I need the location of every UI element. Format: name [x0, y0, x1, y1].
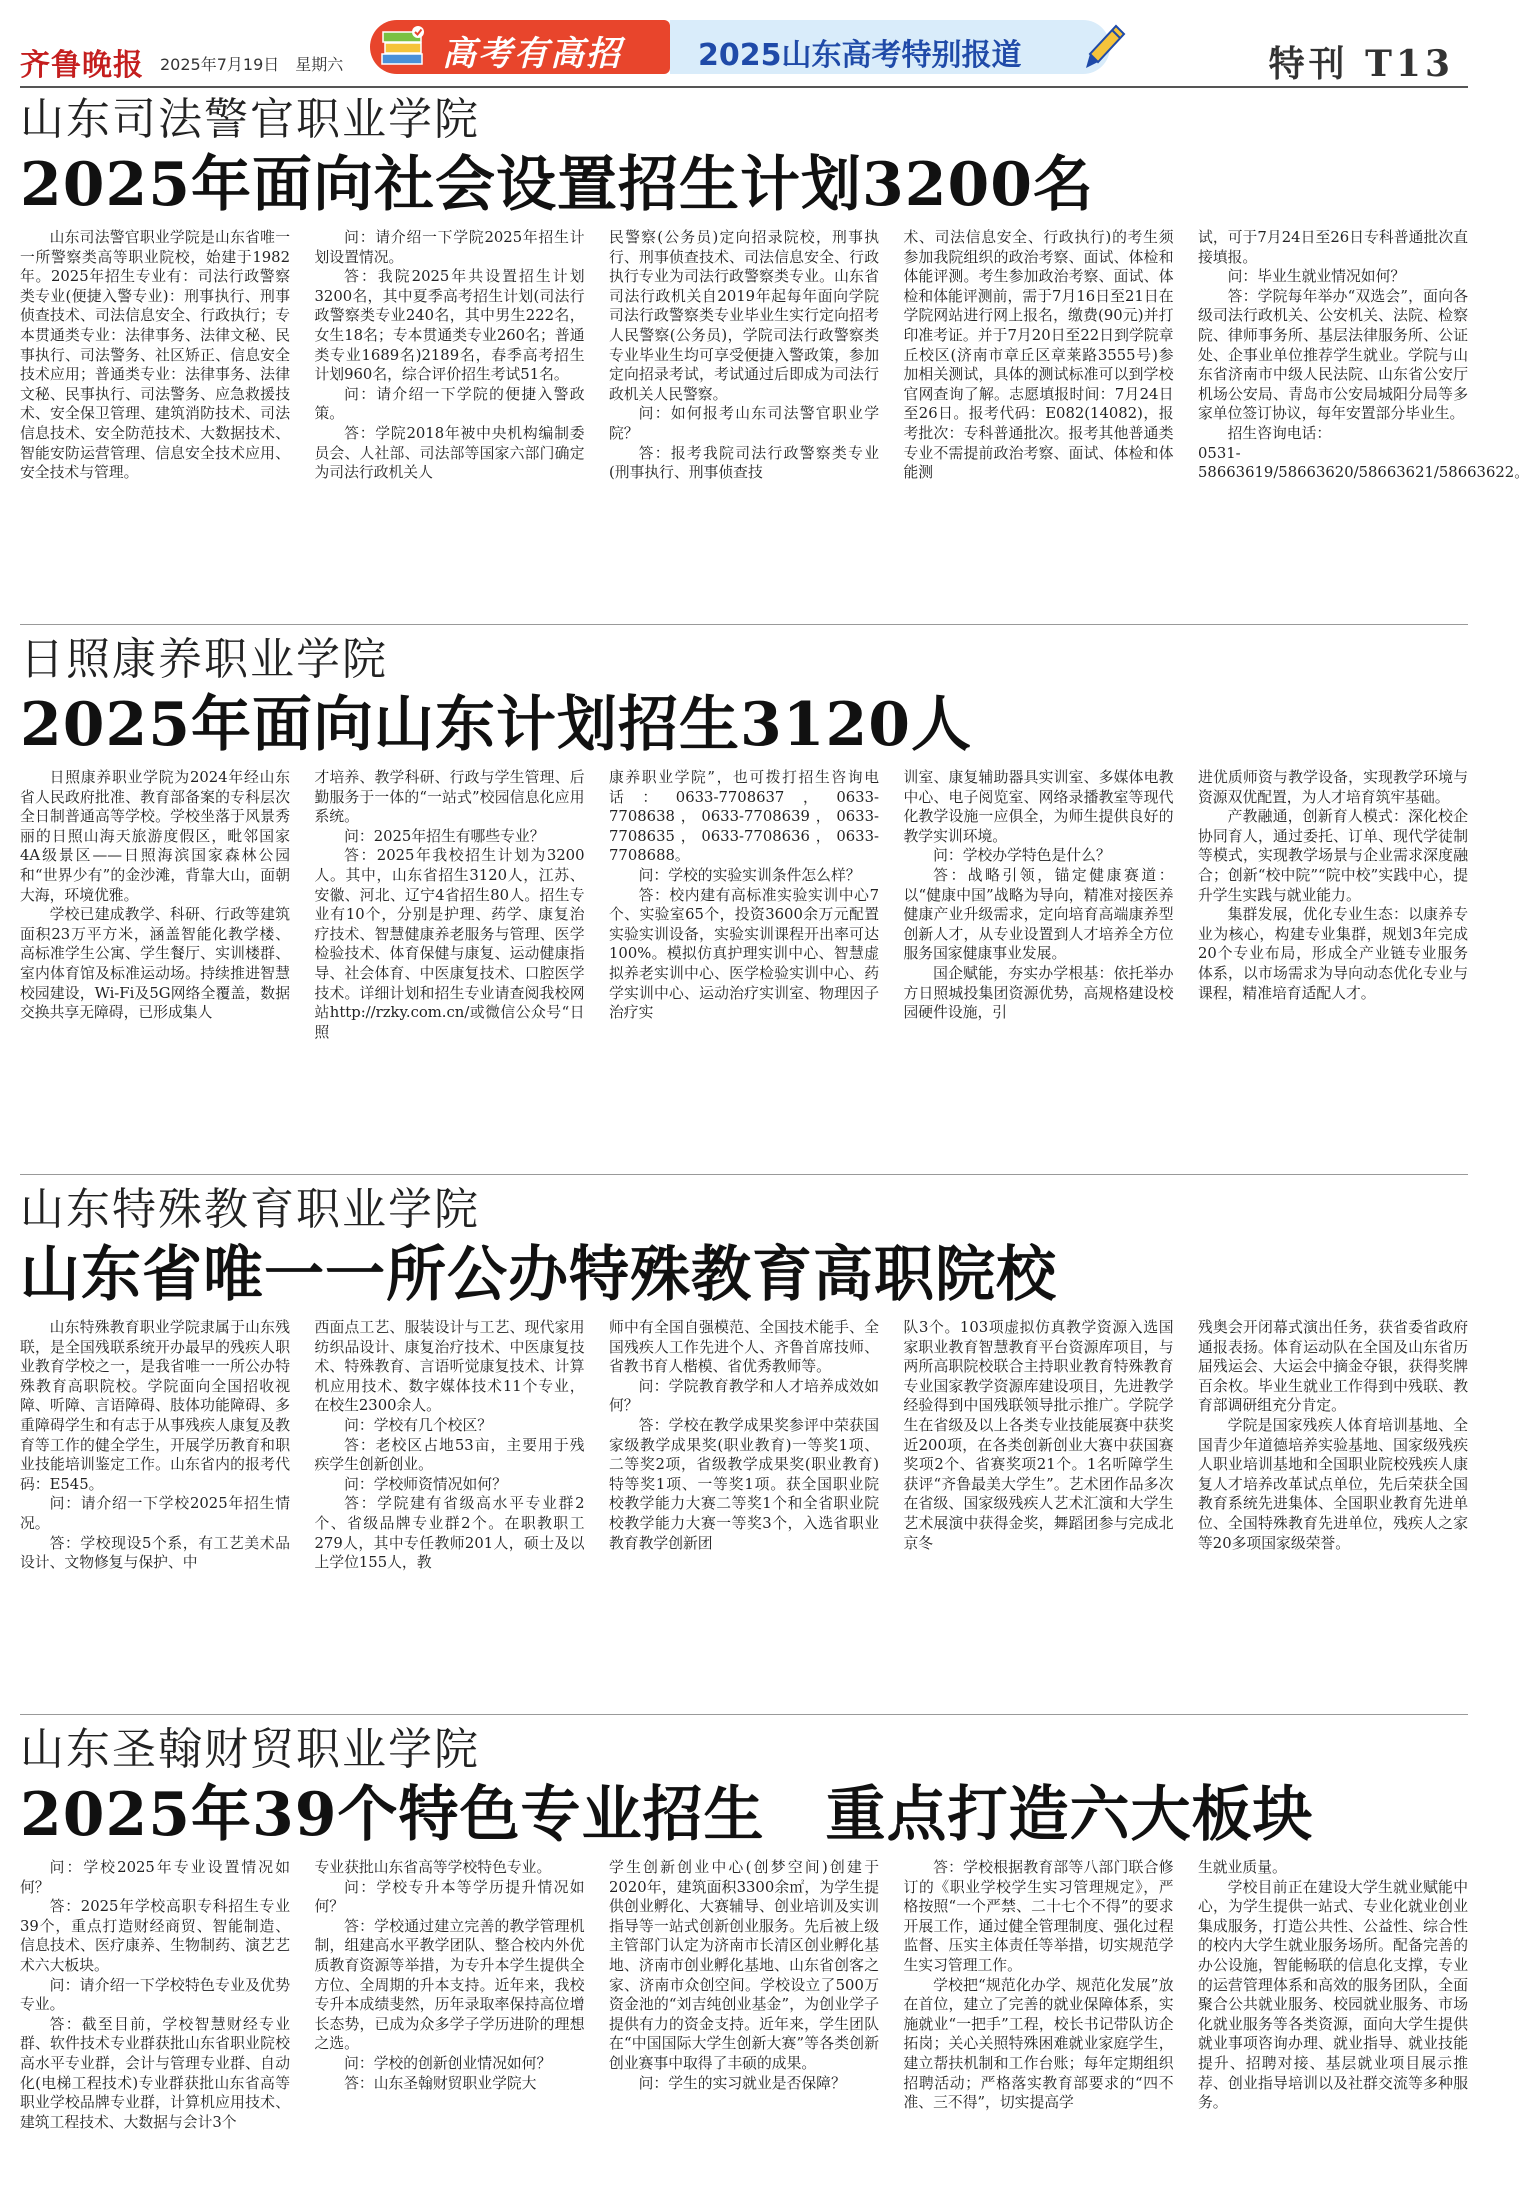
- section-divider: [20, 624, 1468, 625]
- paragraph: 山东特殊教育职业学院隶属于山东残联，是全国残联系统开办最早的残疾人职业教育学校之一，是我省唯一一所公办特殊教育高职院校。学院面向全国招收视障、听障、言语障碍、肢体功能障碍、多重障碍学生和有志于从事残疾人康复及教育等工作的健全学生，开展学历教育和职业技能培训鉴定工作。山东省内的报考代码：E545。: [20, 1319, 290, 1493]
- text-column: [1198, 1858, 1468, 2188]
- paragraph: 专业获批山东省高等学校特色专业。: [314, 1859, 552, 1876]
- special-report-banner: [370, 20, 1130, 74]
- paragraph: 残奥会开闭幕式演出任务，获省委省政府通报表扬。体育运动队在全国及山东省历届残运会、大运会中摘金夺银，获得奖牌百余枚。毕业生就业工作得到中残联、教育部调研组充分肯定。: [1198, 1319, 1468, 1415]
- paragraph: 集群发展，优化专业生态：以康养专业为核心，构建专业集群，规划3年完成20个专业布局，形成全产业链专业服务体系，以市场需求为导向动态优化专业与课程，精准培育适配人才。: [1198, 906, 1468, 1002]
- book-stack-icon: [378, 24, 428, 70]
- paragraph: 民警察(公务员)定向招录院校，刑事执行、刑事侦查技术、司法信息安全、行政执行专业为司法行政警察类专业。山东省司法行政机关自2019年起每年面向学院司法行政警察类专业毕业生实行定向招考人民警察(公务员)，学院司法行政警察类专业毕业生均可享受便捷入警政策，参加定向招录考试，考试通过后即成为司法行政机关人民警察。: [609, 229, 879, 403]
- paragraph: 答：学院建有省级高水平专业群2个、省级品牌专业群2个。在职教职工279人，其中专任教师201人，硕士及以上学位155人，教: [314, 1495, 585, 1572]
- paragraph: 术、司法信息安全、行政执行)的考生须参加我院组织的政治考察、面试、体检和体能评测。考生参加政治考察、面试、体检和体能评测前，需于7月16日至21日在学院网站进行网上报名，缴费(90元)并打印准考证。并于7月20日至22日到学院章丘校区(济南市章丘区章莱路3555号)参加相关测试，具体的测试标准可以到学校官网查询了解。志愿填报时间：7月24日至26日。报考代码：E082(14082)，报考批次：专科普通批次。报考其他普通类专业不需提前政治考察、面试、体检和体能测: [903, 229, 1174, 482]
- article-headline: 2025年39个特色专业招生 重点打造六大板块: [20, 1780, 1314, 1850]
- paragraph: 答：学院2018年被中央机构编制委员会、人社部、司法部等国家六部门确定为司法行政机关人: [314, 424, 585, 482]
- text-column: [904, 768, 1174, 1118]
- banner-subtitle: 2025山东高考特别报道: [698, 38, 1022, 73]
- article-shandong-judicial-police: [20, 92, 1529, 568]
- section-divider: [20, 1174, 1468, 1175]
- article-headline: 山东省唯一一所公办特殊教育高职院校: [20, 1240, 1057, 1310]
- text-column: [20, 1318, 290, 1658]
- text-column: [20, 1858, 290, 2188]
- paragraph: 学生创新创业中心(创梦空间)创建于2020年，建筑面积3300余㎡，为学生提供创业孵化、大赛辅导、创业培训及实训指导等一站式创新创业服务。先后被上级主管部门认定为济南市长清区创业孵化基地、济南市创业孵化基地、山东省创客之家、济南市众创空间。学校设立了500万资金池的“刘吉纯创业基金”，为创业学子提供有力的资金支持。近年来，学生团队在“中国国际大学生创新大赛”等各类创新创业赛事中取得了丰硕的成果。: [609, 1859, 879, 2072]
- paragraph: 答：截至目前，学校智慧财经专业群、软件技术专业群获批山东省职业院校高水平专业群，会计与管理专业群、自动化(电梯工程技术)专业群获批山东省高等职业学校品牌专业群，计算机应用技术、建筑工程技术、大数据与会计3个: [20, 2015, 290, 2131]
- article-shandong-special-education: [20, 1182, 1468, 1658]
- paragraph: 问：学校的实验实训条件怎么样？: [638, 866, 861, 884]
- newspaper-logo: 齐鲁晚报: [20, 48, 144, 83]
- text-column: [1198, 1318, 1468, 1658]
- text-column: [1198, 228, 1529, 568]
- text-column: [609, 1318, 879, 1658]
- paragraph: 学校目前正在建设大学生就业赋能中心，为学生提供一站式、专业化就业创业集成服务，打造公共性、公益性、综合性的校内大学生就业服务场所。配备完善的办公设施，智能畅联的信息化支撑，专业的运营管理体系和高效的服务团队，全面聚合公共就业服务、校园就业服务、市场化就业服务等各类资源，面向大学生提供就业事项咨询办理、就业指导、就业技能提升、招聘对接、基层就业项目展示推荐、创业指导培训以及社群交流等多种服务。: [1198, 1878, 1468, 2112]
- paragraph: 问：请介绍一下学院2025年招生计划设置情况。: [314, 229, 585, 266]
- paragraph: 问：请介绍一下学院的便捷入警政策。: [314, 385, 585, 423]
- paragraph: 师中有全国自强模范、全国技术能手、全国残疾人工作先进个人、齐鲁首席技师、省教书育人楷模、省优秀教师等。: [609, 1319, 879, 1376]
- paragraph: 答：报考我院司法行政警察类专业(刑事执行、刑事侦查技: [609, 444, 879, 482]
- paragraph: 问：学校专升本等学历提升情况如何？: [314, 1878, 585, 1916]
- school-name: 山东圣翰财贸职业学院: [20, 1724, 480, 1775]
- text-column: [609, 1858, 879, 2188]
- text-column: [315, 1858, 585, 2188]
- paragraph: 学校把“规范化办学、规范化发展”放在首位，建立了完善的就业保障体系，实施就业“一把手”工程，校长书记带队访企拓岗；关心关照特殊困难就业家庭学生，建立帮扶机制和工作台账；每年定期组织招聘活动；严格落实教育部要求的“四不准、三不得”，切实提高学: [903, 1976, 1174, 2112]
- text-column: [904, 1858, 1174, 2188]
- paragraph: 答：战略引领，锚定健康赛道：以“健康中国”战略为导向，精准对接医养健康产业升级需求，定向培育高端康养型创新人才，从专业设置到人才培养全方位服务国家健康事业发展。: [903, 866, 1174, 963]
- text-column: [20, 768, 290, 1118]
- article-body: [20, 1858, 1468, 2188]
- paragraph: 康养职业学院”，也可拨打招生咨询电话：0633-7708637，0633-7708638，0633-7708639，0633-7708635，0633-7708636，0633-7708688。: [609, 769, 879, 865]
- paragraph: 答：学校根据教育部等八部门联合修订的《职业学校学生实习管理规定》，严格按照“一个严禁、二十七个不得”的要求开展工作，通过健全管理制度、强化过程监督、压实主体责任等举措，切实规范学生实习管理工作。: [903, 1859, 1174, 1974]
- paragraph: 问：如何报考山东司法警官职业学院？: [609, 405, 879, 442]
- banner-subtitle-block: [670, 20, 1110, 74]
- text-column: [315, 1318, 585, 1658]
- header-divider: [20, 86, 1468, 88]
- text-column: [315, 228, 585, 568]
- paragraph: 问：学校2025年专业设置情况如何？: [20, 1859, 290, 1896]
- paragraph: 答：2025年学校高职专科招生专业39个，重点打造财经商贸、智能制造、信息技术、医疗康养、生物制药、演艺艺术六大板块。: [20, 1898, 290, 1974]
- paragraph: 国企赋能，夯实办学根基：依托举办方日照城投集团资源优势，高规格建设校园硬件设施，引: [903, 964, 1174, 1022]
- school-name: 日照康养职业学院: [20, 634, 388, 685]
- text-column: [609, 228, 879, 568]
- text-column: [1198, 768, 1468, 1118]
- paragraph: 问：学校的创新创业情况如何？: [344, 2054, 552, 2072]
- article-body: [20, 1318, 1468, 1658]
- paragraph: 进优质师资与教学设备，实现教学环境与资源双优配置，为人才培育筑牢基础。: [1198, 769, 1468, 806]
- text-column: [904, 228, 1174, 568]
- article-headline: 2025年面向社会设置招生计划3200名: [20, 150, 1094, 220]
- paragraph: 问：学生的实习就业是否保障？: [638, 2074, 846, 2092]
- paragraph: 答：学校通过建立完善的教学管理机制，组建高水平教学团队、整合校内外优质教育资源等举措，为专升本学生提供全方位、全周期的升本支持。近年来，我校专升本成绩斐然，历年录取率保持高位增长态势，已成为众多学子学历进阶的理想之选。: [314, 1917, 585, 2053]
- paragraph: 学院是国家残疾人体育培训基地、全国青少年道德培养实验基地、国家级残疾人职业培训基地和全国职业院校残疾人康复人才培养改革试点单位，先后荣获全国教育系统先进集体、全国职业教育先进单位、全国特殊教育先进单位，残疾人之家等20多项国家级荣誉。: [1198, 1416, 1468, 1552]
- paragraph: 0531-58663619/58663620/58663621/58663622。: [1198, 444, 1529, 482]
- issue-date: 2025年7月19日 星期六: [160, 55, 344, 74]
- paragraph: 问：学院教育教学和人才培养成效如何？: [609, 1377, 879, 1415]
- school-name: 山东特殊教育职业学院: [20, 1184, 480, 1235]
- paragraph: 招生咨询电话：: [1227, 424, 1332, 442]
- paragraph: 西面点工艺、服装设计与工艺、现代家用纺织品设计、康复治疗技术、中医康复技术、特殊教育、言语听觉康复技术、计算机应用技术、数字媒体技术11个专业，在校生2300余人。: [314, 1319, 585, 1415]
- paragraph: 答：老校区占地53亩，主要用于残疾学生创新创业。: [314, 1436, 585, 1474]
- paragraph: 日照康养职业学院为2024年经山东省人民政府批准、教育部备案的专科层次全日制普通高等学校。学校坐落于风景秀丽的日照山海天旅游度假区，毗邻国家4A级景区——日照海滨国家森林公园和“世界少有”的金沙滩，背靠大山，面朝大海，环境优雅。: [20, 769, 290, 904]
- school-name: 山东司法警官职业学院: [20, 94, 480, 145]
- paragraph: 答：校内建有高标准实验实训中心7个、实验室65个，投资3600余万元配置实验实训设备，实验实训课程开出率可达100%。模拟仿真护理实训中心、智慧虚拟养老实训中心、医学检验实训中心、药学实训中心、运动治疗实训室、物理因子治疗实: [609, 886, 879, 1022]
- paragraph: 试，可于7月24日至26日专科普通批次直接填报。: [1198, 229, 1468, 266]
- paragraph: 山东司法警官职业学院是山东省唯一一所警察类高等职业院校，始建于1982年。2025年招生专业有：司法行政警察类专业(便捷入警专业)：刑事执行、刑事侦查技术、司法信息安全、行政执行；专本贯通类专业：法律事务、法律文秘、民事执行、司法警务、社区矫正、信息安全技术应用；普通类专业：法律事务、法律文秘、民事执行、司法警务、应急救援技术、安全保卫管理、建筑消防技术、司法信息技术、安全防范技术、大数据技术、智能安防运营管理、信息安全技术应用、安全技术与管理。: [20, 229, 290, 482]
- paragraph: 队3个。103项虚拟仿真教学资源入选国家职业教育智慧教育平台资源库项目，与两所高职院校联合主持职业教育特殊教育专业国家教学资源库建设项目，先进教学经验得到中国残联领导批示推广。学院学生在省级及以上各类专业技能展赛中获奖近200项，在各类创新创业大赛中获国赛奖项2个、省赛奖项21个。1名听障学生获评“齐鲁最美大学生”。艺术团作品多次在省级、国家级残疾人艺术汇演和大学生艺术展演中获得金奖，舞蹈团参与完成北京冬: [903, 1319, 1174, 1552]
- paragraph: 答：我院2025年共设置招生计划3200名，其中夏季高考招生计划(司法行政警察类专业240名，其中男生222名，女生18名；专本贯通类专业260名；普通类专业1689名)2189名，春季高考招生计划960名，综合评价招生考试51名。: [314, 268, 585, 384]
- page-label: 特刊 T13: [1268, 43, 1454, 85]
- section-divider: [20, 1714, 1468, 1715]
- text-column: [20, 228, 290, 568]
- article-rizhao-kangyang: [20, 632, 1468, 1118]
- paragraph: 问：请介绍一下学校特色专业及优势专业。: [20, 1976, 290, 2014]
- paragraph: 训室、康复辅助器具实训室、多媒体电教中心、电子阅览室、网络录播教室等现代化教学设施一应俱全，为师生提供良好的教学实训环境。: [903, 769, 1174, 845]
- article-shengan-finance-trade: [20, 1722, 1468, 2188]
- paragraph: 问：2025年招生有哪些专业？: [344, 827, 545, 845]
- paragraph: 产教融通，创新育人模式：深化校企协同育人，通过委托、订单、现代学徒制等模式，实现教学场景与企业需求深度融合；创新“校中院”“院中校”实践中心，提升学生实践与就业能力。: [1198, 808, 1468, 904]
- paragraph: 问：学校办学特色是什么？: [933, 847, 1111, 865]
- paragraph: 答：学院每年举办“双选会”，面向各级司法行政机关、公安机关、法院、检察院、律师事务所、基层法律服务所、公证处、企事业单位推荐学生就业。学院与山东省济南市中级人民法院、山东省公安厅机场公安局、青岛市公安局城阳分局等多家单位签订协议，每年安置部分毕业生。: [1198, 287, 1468, 423]
- paragraph: 才培养、教学科研、行政与学生管理、后勤服务于一体的“一站式”校园信息化应用系统。: [314, 769, 585, 826]
- paragraph: 问：请介绍一下学校2025年招生情况。: [20, 1495, 290, 1532]
- text-column: [609, 768, 879, 1118]
- article-body: [20, 768, 1468, 1118]
- paragraph: 答：山东圣翰财贸职业学院大: [344, 2074, 537, 2092]
- paragraph: 生就业质量。: [1198, 1859, 1287, 1876]
- paragraph: 答：学校在教学成果奖参评中荣获国家级教学成果奖(职业教育)一等奖1项、二等奖2项，省级教学成果奖(职业教育)特等奖1项、一等奖1项。获全国职业院校教学能力大赛二等奖1个和全省职业院校教学能力大赛一等奖3个，入选省职业教育教学创新团: [609, 1416, 879, 1552]
- masthead: [0, 0, 1488, 86]
- text-column: [315, 768, 585, 1118]
- article-headline: 2025年面向山东计划招生3120人: [20, 690, 972, 760]
- paragraph: 问：学校师资情况如何？: [344, 1475, 507, 1493]
- paragraph: 答：学校现设5个系，有工艺美术品设计、文物修复与保护、中: [20, 1534, 290, 1572]
- paragraph: 学校已建成教学、科研、行政等建筑面积23万平方米，涵盖智能化教学楼、高标准学生公寓、学生餐厅、实训楼群、室内体育馆及标准运动场。持续推进智慧校园建设，Wi-Fi及5G网络全覆盖，数据交换共享无障碍，已形成集人: [20, 906, 290, 1022]
- text-column: [904, 1318, 1174, 1658]
- paragraph: 答：2025年我校招生计划为3200人。其中，山东省招生3120人，江苏、安徽、河北、辽宁4省招生80人。招生专业有10个，分别是护理、药学、康复治疗技术、智慧健康养老服务与管理、医学检验技术、体育保健与康复、运动健康指导、社会体育、中医康复技术、口腔医学技术。详细计划和招生专业请查阅我校网站http://rzky.com.cn/或微信公众号“日照: [314, 847, 585, 1041]
- banner-title-block: [370, 20, 670, 74]
- paragraph: 问：毕业生就业情况如何？: [1227, 268, 1406, 286]
- paragraph: 问：学校有几个校区？: [344, 1416, 493, 1434]
- article-body: [20, 228, 1529, 568]
- banner-title: 高考有高招: [442, 34, 622, 74]
- pen-icon: [1082, 22, 1128, 72]
